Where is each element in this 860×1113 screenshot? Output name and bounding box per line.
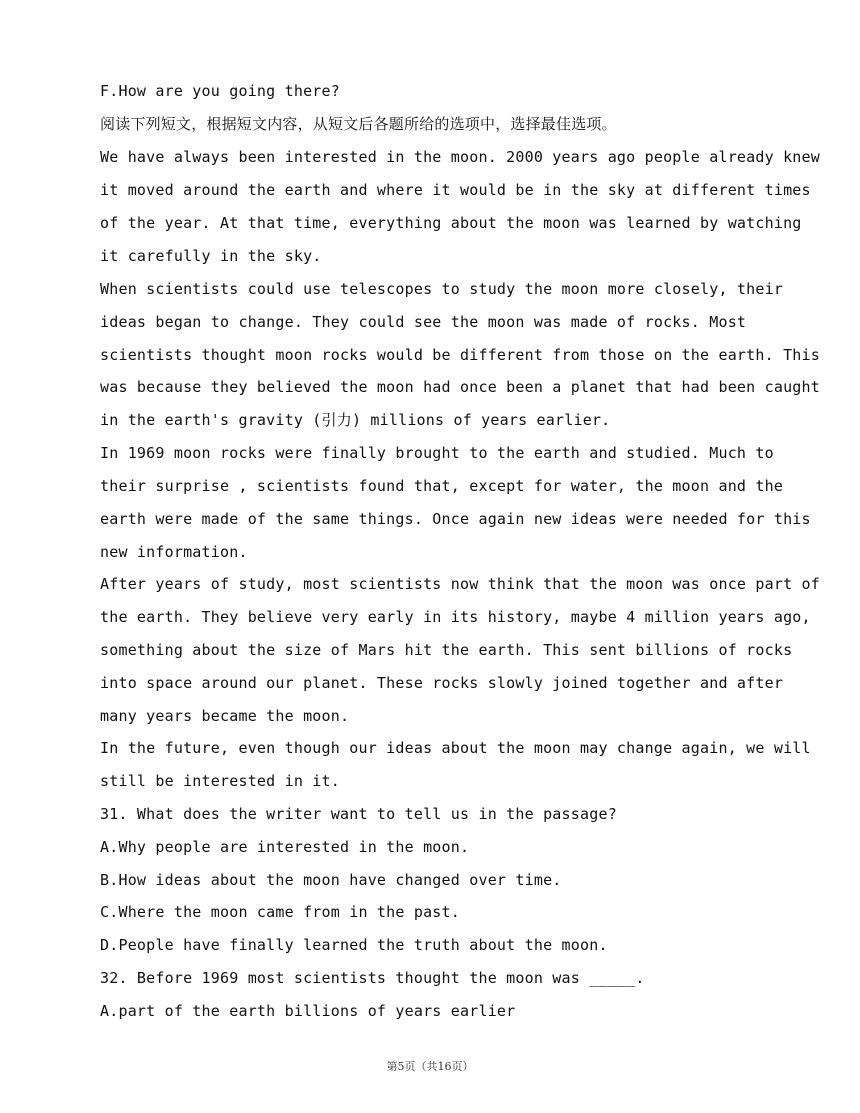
- passage-line: After years of study, most scientists now think that the moon was once part of: [100, 575, 820, 593]
- passage-line: scientists thought moon rocks would be different from those on the earth. This: [100, 346, 820, 364]
- passage-line: was because they believed the moon had once been a planet that had been caught: [100, 378, 820, 396]
- passage-line: many years became the moon.: [100, 707, 350, 725]
- question-31-option-d: D.People have finally learned the truth about the moon.: [100, 936, 608, 954]
- passage-line: We have always been interested in the moon. 2000 years ago people already knew: [100, 148, 820, 166]
- passage-line: into space around our planet. These rocks slowly joined together and after: [100, 674, 784, 692]
- passage-line: new information.: [100, 543, 248, 561]
- passage-line: ideas began to change. They could see the moon was made of rocks. Most: [100, 313, 747, 331]
- passage-line: something about the size of Mars hit the earth. This sent billions of rocks: [100, 641, 793, 659]
- question-32: 32. Before 1969 most scientists thought the moon was _____.: [100, 969, 645, 987]
- passage-line: their surprise , scientists found that, except for water, the moon and the: [100, 477, 784, 495]
- question-31: 31. What does the writer want to tell us in the passage?: [100, 805, 617, 823]
- question-32-option-a: A.part of the earth billions of years earlier: [100, 1002, 516, 1020]
- question-31-option-a: A.Why people are interested in the moon.: [100, 838, 470, 856]
- passage-line: still be interested in it.: [100, 772, 340, 790]
- page-number-footer: 第5页（共16页）: [386, 1060, 474, 1073]
- passage-line: In the future, even though our ideas about the moon may change again, we will: [100, 739, 811, 757]
- passage-line: in the earth's gravity (引力) millions of years earlier.: [100, 411, 611, 429]
- passage-line: In 1969 moon rocks were finally brought to the earth and studied. Much to: [100, 444, 774, 462]
- question-31-option-c: C.Where the moon came from in the past.: [100, 903, 460, 921]
- passage-line: the earth. They believe very early in its history, maybe 4 million years ago,: [100, 608, 811, 626]
- passage-line: earth were made of the same things. Once again new ideas were needed for this: [100, 510, 811, 528]
- instruction-line: 阅读下列短文，根据短文内容，从短文后各题所给的选项中，选择最佳选项。: [100, 115, 617, 133]
- option-f-line: F.How are you going there?: [100, 82, 340, 100]
- passage-line: of the year. At that time, everything about the moon was learned by watching: [100, 214, 802, 232]
- passage-line: it moved around the earth and where it would be in the sky at different times: [100, 181, 811, 199]
- question-31-option-b: B.How ideas about the moon have changed over time.: [100, 871, 562, 889]
- passage-line: it carefully in the sky.: [100, 247, 322, 265]
- passage-line: When scientists could use telescopes to study the moon more closely, their: [100, 280, 784, 298]
